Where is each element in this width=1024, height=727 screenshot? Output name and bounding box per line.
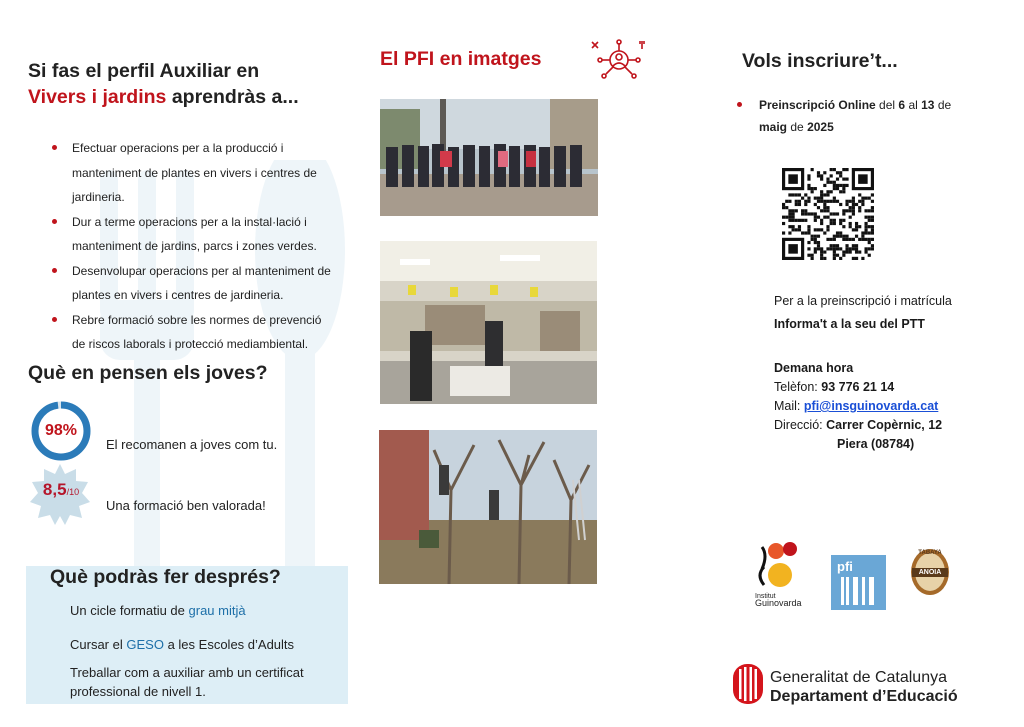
reg-word: al xyxy=(908,98,918,112)
address-row xyxy=(774,418,942,432)
pfi-logo-text: pfi xyxy=(837,559,853,574)
reg-month: maig xyxy=(759,120,788,134)
register-heading: Vols inscriure’t... xyxy=(742,50,898,72)
bullet-dot xyxy=(737,102,742,107)
qr-code-image[interactable] xyxy=(782,168,874,260)
rating-scale: /10 xyxy=(66,487,80,497)
reg-end-day: 13 xyxy=(921,98,935,112)
generalitat-logo-icon xyxy=(733,664,763,704)
after-item-1 xyxy=(70,601,342,620)
list-item: Rebre formació sobre les normes de prevenció de riscos laborals i protecció mediambiental. xyxy=(48,308,338,357)
profile-heading-highlight: Vivers i jardins xyxy=(28,86,167,108)
address-street: Carrer Copèrnic, 12 xyxy=(826,418,943,432)
classroom-photo-image xyxy=(380,241,597,404)
garden-work-photo-image xyxy=(379,430,597,584)
mail-label: Mail: xyxy=(774,399,801,413)
after-item-2-highlight: GESO xyxy=(126,637,164,652)
tabaya-logo-top: TABAYA xyxy=(918,550,942,556)
address-label: Direcció: xyxy=(774,418,823,432)
phone-row xyxy=(774,380,894,394)
rating-value xyxy=(30,480,92,500)
list-item: Desenvolupar operacions per al manteniment de plantes en vivers i centres de jardineria. xyxy=(48,259,338,308)
reg-word: de xyxy=(937,98,952,112)
generalitat-line1: Generalitat de Catalunya xyxy=(770,669,947,686)
after-item-2-text: Cursar el xyxy=(70,637,123,652)
people-network-icon xyxy=(588,38,650,82)
generalitat-line2: Departament d’Educació xyxy=(770,688,958,705)
pfi-logo-icon xyxy=(831,555,886,610)
profile-heading xyxy=(28,58,299,110)
registration-info xyxy=(737,94,1007,138)
after-item-3: Treballar com a auxiliar amb un certificat professional de nivell 1. xyxy=(70,665,304,699)
reg-word: del xyxy=(879,98,896,112)
after-item-1-text: Un cicle formatiu de xyxy=(70,603,185,618)
guinovarda-logo-icon xyxy=(754,541,802,591)
anoia-logo-text: ANOIA xyxy=(918,569,942,576)
list-item: Dur a terme operacions per a la instal·lació i manteniment de jardins, parcs i zones verdes. xyxy=(48,210,338,259)
mail-row xyxy=(774,399,938,413)
reg-year: 2025 xyxy=(807,120,834,134)
info-line: Per a la preinscripció i matrícula xyxy=(774,294,952,308)
rating-number: 8,5 xyxy=(42,480,67,499)
after-item-1-highlight: grau mitjà xyxy=(188,603,246,618)
gallery-heading: El PFI en imatges xyxy=(380,48,542,70)
phone-label: Telèfon: xyxy=(774,380,818,394)
generalitat-name xyxy=(770,668,958,706)
logo-small-text: Institut xyxy=(755,593,776,600)
guinovarda-logo-text xyxy=(755,593,802,608)
email-link[interactable]: pfi@insguinovarda.cat xyxy=(803,399,939,413)
recommendation-percent: 98% xyxy=(44,422,78,439)
phone-number: 93 776 21 14 xyxy=(821,380,895,394)
after-item-2-rest: a les Escoles d’Adults xyxy=(167,637,295,652)
rating-label: Una formació ben valorada! xyxy=(106,498,266,513)
recommendation-label: El recomanen a joves com tu. xyxy=(106,437,278,452)
list-item: Efectuar operacions per a la producció i manteniment de plantes en vivers i centres de jardineria. xyxy=(48,136,338,210)
opinion-heading: Què en pensen els joves? xyxy=(28,362,268,384)
profile-heading-line1: Si fas el perfil Auxiliar en xyxy=(28,60,260,82)
reg-word: de xyxy=(790,120,804,134)
after-item-2 xyxy=(70,635,342,654)
profile-heading-rest: aprendràs a... xyxy=(171,86,299,108)
after-heading: Què podràs fer després? xyxy=(50,566,281,588)
logo-name-text: Guinovarda xyxy=(755,598,802,608)
cutlery-icon xyxy=(839,577,879,605)
address-city: Piera (08784) xyxy=(837,437,915,451)
group-photo-image xyxy=(380,99,598,216)
reg-start-day: 6 xyxy=(898,98,906,112)
info-office: Informa't a la seu del PTT xyxy=(774,317,925,331)
registration-label: Preinscripció Online xyxy=(759,98,876,112)
appointment-heading: Demana hora xyxy=(774,361,854,375)
learning-list xyxy=(48,136,338,357)
